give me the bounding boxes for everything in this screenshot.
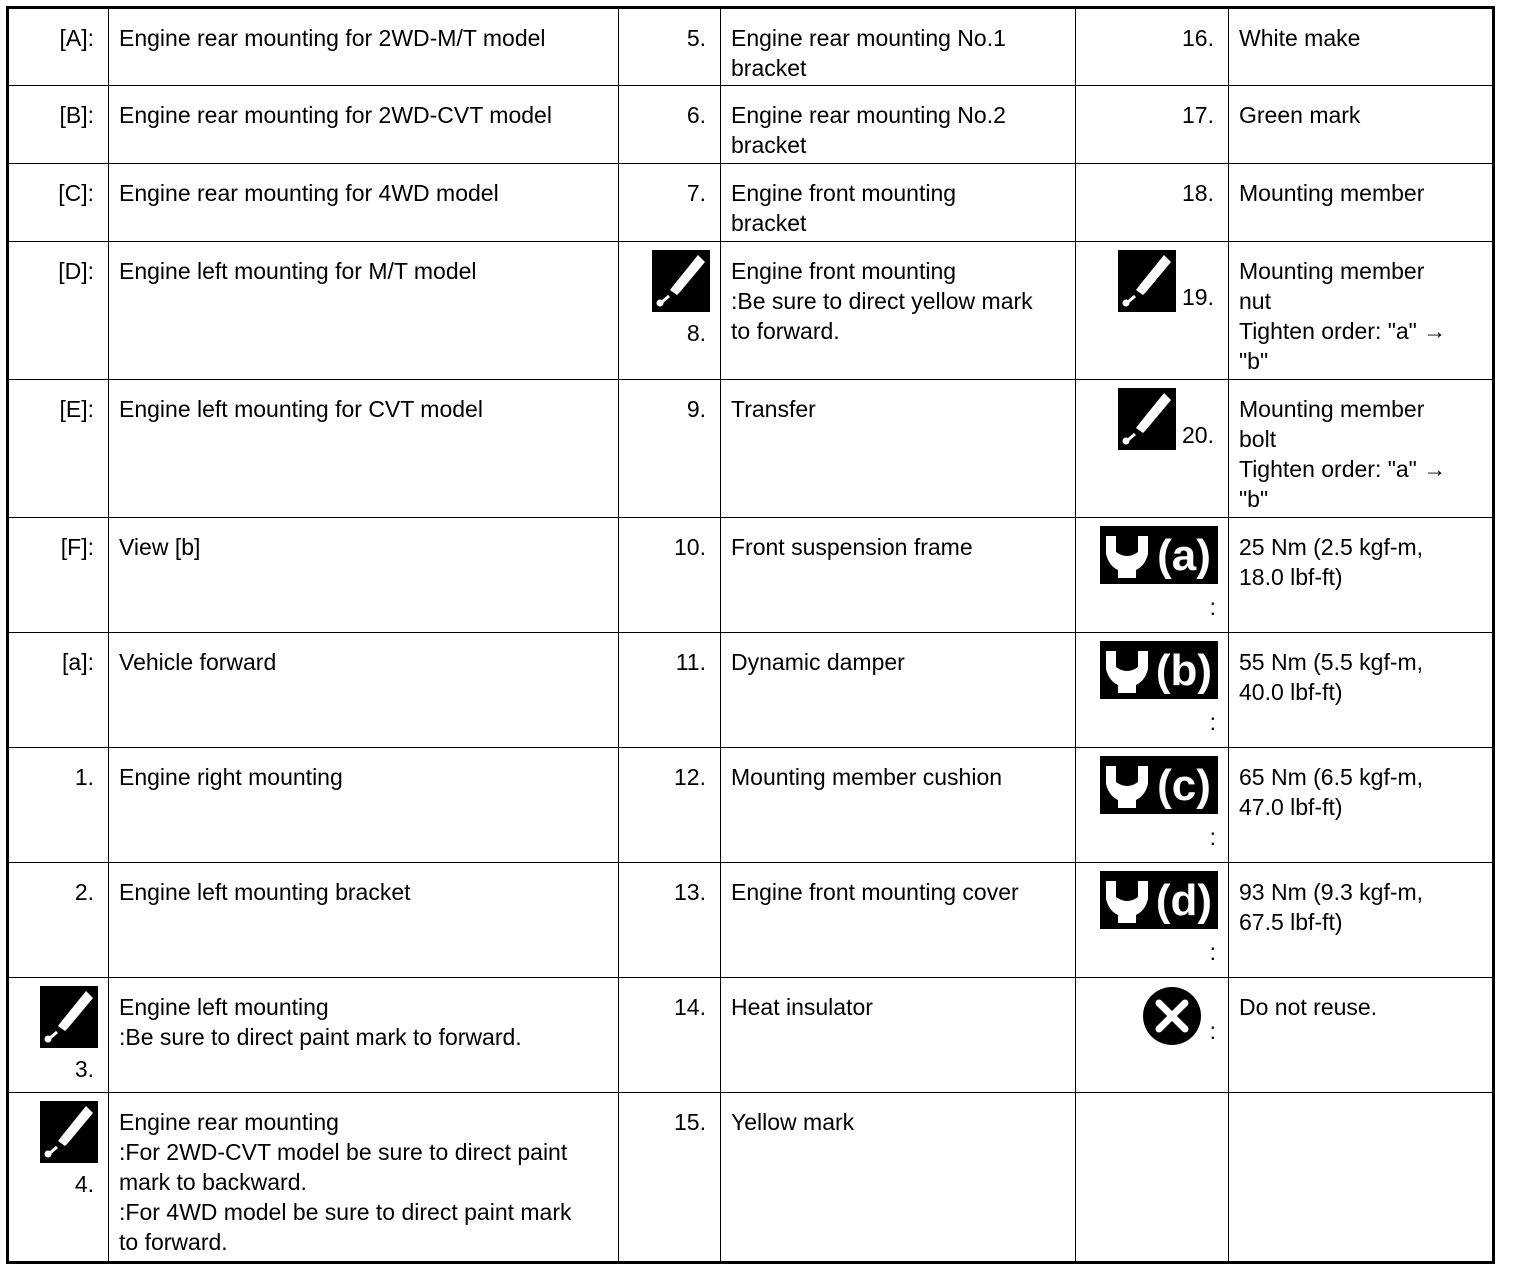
description-line: Green mark — [1239, 102, 1361, 128]
legend-description-cell — [1229, 518, 1494, 633]
paint-mark-key — [1118, 388, 1218, 450]
legend-description-cell — [721, 1093, 1076, 1263]
legend-row — [8, 86, 1494, 164]
colon-marker: : — [1209, 1018, 1216, 1044]
description-line: 67.5 lbf-ft) — [1239, 909, 1343, 935]
description-line: 93 Nm (9.3 kgf-m, — [1239, 879, 1424, 905]
legend-description-cell — [1229, 1093, 1494, 1263]
svg-text:(b): (b) — [1155, 646, 1213, 695]
paint-mark-key — [625, 250, 710, 348]
description-line: Engine front mounting cover — [731, 879, 1019, 905]
description-line: "b" — [1239, 486, 1269, 512]
legend-key-cell — [619, 242, 721, 380]
legend-row — [8, 978, 1494, 1093]
description-line: Engine left mounting — [119, 994, 329, 1020]
legend-key-cell — [619, 1093, 721, 1263]
description-line: bracket — [731, 132, 807, 158]
description-line: bolt — [1239, 426, 1277, 452]
description-line: Engine rear mounting No.1 — [731, 25, 1006, 51]
legend-key-cell — [8, 633, 109, 748]
item-number: 1. — [74, 764, 94, 790]
legend-key-cell — [8, 8, 109, 86]
description-line: bracket — [731, 210, 807, 236]
legend-key-cell — [8, 518, 109, 633]
item-number: 2. — [74, 879, 94, 905]
legend-key-cell — [1076, 1093, 1229, 1263]
legend-description-cell — [1229, 380, 1494, 518]
description-line: mark to backward. — [119, 1169, 307, 1195]
legend-key-cell — [619, 164, 721, 242]
description-line: nut — [1239, 288, 1271, 314]
legend-description-cell — [1229, 978, 1494, 1093]
legend-description-cell — [109, 863, 619, 978]
item-number: 14. — [674, 994, 706, 1020]
torque-key — [1082, 641, 1218, 737]
item-number: [C]: — [58, 180, 94, 206]
legend-key-cell — [8, 863, 109, 978]
item-number: 18. — [1182, 180, 1214, 206]
description-line: 55 Nm (5.5 kgf-m, — [1239, 649, 1424, 675]
legend-description-cell — [109, 8, 619, 86]
description-line: Tighten order: "a" → — [1239, 318, 1447, 344]
legend-key-cell — [1076, 164, 1229, 242]
legend-row — [8, 518, 1494, 633]
do-not-reuse-icon — [1142, 986, 1202, 1046]
legend-description-cell — [721, 863, 1076, 978]
parts-legend-table — [6, 6, 1495, 1264]
description-line: Engine left mounting for M/T model — [119, 258, 477, 284]
legend-key-cell — [619, 380, 721, 518]
description-line: Engine rear mounting for 4WD model — [119, 180, 499, 206]
torque-key — [1082, 756, 1218, 852]
item-number: 19. — [1182, 284, 1214, 310]
do-not-reuse-key — [1082, 986, 1218, 1046]
description-line: :For 4WD model be sure to direct paint mark — [119, 1199, 572, 1225]
description-line: Engine rear mounting No.2 — [731, 102, 1006, 128]
description-line: :For 2WD-CVT model be sure to direct paint — [119, 1139, 568, 1165]
legend-key-cell — [1076, 242, 1229, 380]
svg-text:(c): (c) — [1157, 761, 1211, 810]
paint-mark-key — [15, 1101, 98, 1199]
description-line: Mounting member — [1239, 396, 1425, 422]
description-line: Engine rear mounting — [119, 1109, 339, 1135]
legend-key-cell — [8, 380, 109, 518]
legend-key-cell — [619, 978, 721, 1093]
description-line: :Be sure to direct yellow mark — [731, 288, 1033, 314]
legend-key-cell — [1076, 748, 1229, 863]
legend-description-cell — [109, 164, 619, 242]
legend-description-cell — [109, 518, 619, 633]
description-line: 25 Nm (2.5 kgf-m, — [1239, 534, 1424, 560]
item-number: 15. — [674, 1109, 706, 1135]
description-line: :Be sure to direct paint mark to forward. — [119, 1024, 522, 1050]
description-line: Transfer — [731, 396, 816, 422]
description-line: Mounting member — [1239, 180, 1425, 206]
description-line: Tighten order: "a" → — [1239, 456, 1447, 482]
legend-description-cell — [109, 1093, 619, 1263]
item-number: 16. — [1182, 25, 1214, 51]
legend-description-cell — [109, 748, 619, 863]
item-number: 20. — [1182, 422, 1214, 448]
torque-wrench-icon — [1100, 641, 1218, 699]
item-number: [a]: — [62, 649, 94, 675]
legend-key-cell — [8, 86, 109, 164]
colon-marker: : — [1209, 594, 1216, 620]
legend-key-cell — [1076, 633, 1229, 748]
item-number: [B]: — [59, 102, 94, 128]
description-line: bracket — [731, 55, 807, 81]
legend-key-cell — [1076, 86, 1229, 164]
legend-description-cell — [1229, 242, 1494, 380]
legend-description-cell — [721, 8, 1076, 86]
torque-key — [1082, 526, 1218, 622]
legend-row — [8, 242, 1494, 380]
description-line: White make — [1239, 25, 1361, 51]
legend-key-cell — [1076, 380, 1229, 518]
description-line: to forward. — [119, 1229, 228, 1255]
legend-description-cell — [1229, 164, 1494, 242]
paint-mark-icon — [40, 986, 98, 1048]
item-number: 10. — [674, 534, 706, 560]
legend-key-cell — [619, 86, 721, 164]
legend-key-cell — [1076, 863, 1229, 978]
item-number: 13. — [674, 879, 706, 905]
description-line: View [b] — [119, 534, 201, 560]
legend-description-cell — [721, 164, 1076, 242]
item-number: 8. — [686, 320, 706, 346]
description-line: Engine front mounting — [731, 258, 957, 284]
legend-description-cell — [721, 86, 1076, 164]
paint-mark-icon — [1118, 388, 1176, 450]
item-number: 5. — [686, 25, 706, 51]
torque-key — [1082, 871, 1218, 967]
legend-key-cell — [8, 978, 109, 1093]
item-number: [E]: — [59, 396, 94, 422]
legend-row — [8, 633, 1494, 748]
description-line: Do not reuse. — [1239, 994, 1378, 1020]
description-line: 65 Nm (6.5 kgf-m, — [1239, 764, 1424, 790]
item-number: [F]: — [60, 534, 94, 560]
paint-mark-icon — [652, 250, 710, 312]
legend-key-cell — [619, 863, 721, 978]
item-number: 7. — [686, 180, 706, 206]
colon-marker: : — [1209, 824, 1216, 850]
item-number: 17. — [1182, 102, 1214, 128]
legend-description-cell — [721, 748, 1076, 863]
legend-row — [8, 164, 1494, 242]
description-line: Front suspension frame — [731, 534, 973, 560]
legend-row — [8, 380, 1494, 518]
paint-mark-key — [1118, 250, 1218, 312]
description-line: Engine rear mounting for 2WD-M/T model — [119, 25, 546, 51]
description-line: Vehicle forward — [119, 649, 277, 675]
legend-key-cell — [619, 518, 721, 633]
description-line: 18.0 lbf-ft) — [1239, 564, 1343, 590]
legend-description-cell — [1229, 863, 1494, 978]
description-line: Engine right mounting — [119, 764, 343, 790]
description-line: Mounting member — [1239, 258, 1425, 284]
description-line: Heat insulator — [731, 994, 873, 1020]
item-number: 9. — [686, 396, 706, 422]
item-number: 12. — [674, 764, 706, 790]
paint-mark-icon — [1118, 250, 1176, 312]
legend-key-cell — [8, 164, 109, 242]
legend-row — [8, 863, 1494, 978]
description-line: Dynamic damper — [731, 649, 905, 675]
description-line: to forward. — [731, 318, 840, 344]
legend-key-cell — [619, 8, 721, 86]
legend-row — [8, 1093, 1494, 1263]
legend-key-cell — [8, 242, 109, 380]
description-line: 40.0 lbf-ft) — [1239, 679, 1343, 705]
torque-wrench-icon — [1100, 871, 1218, 929]
legend-description-cell — [721, 518, 1076, 633]
legend-key-cell — [1076, 978, 1229, 1093]
description-line: Engine left mounting bracket — [119, 879, 411, 905]
legend-description-cell — [1229, 748, 1494, 863]
legend-description-cell — [1229, 8, 1494, 86]
legend-key-cell — [8, 748, 109, 863]
paint-mark-key — [15, 986, 98, 1084]
legend-description-cell — [109, 633, 619, 748]
legend-description-cell — [1229, 633, 1494, 748]
svg-text:(a): (a) — [1157, 531, 1211, 580]
legend-description-cell — [721, 978, 1076, 1093]
legend-key-cell — [619, 748, 721, 863]
legend-key-cell — [619, 633, 721, 748]
colon-marker: : — [1209, 939, 1216, 965]
description-line: "b" — [1239, 348, 1269, 374]
legend-description-cell — [721, 242, 1076, 380]
legend-key-cell — [1076, 8, 1229, 86]
legend-description-cell — [109, 380, 619, 518]
legend-key-cell — [1076, 518, 1229, 633]
legend-description-cell — [721, 380, 1076, 518]
legend-description-cell — [721, 633, 1076, 748]
item-number: [D]: — [58, 258, 94, 284]
svg-text:(d): (d) — [1155, 876, 1213, 925]
legend-row — [8, 8, 1494, 86]
description-line: Engine front mounting — [731, 180, 957, 206]
description-line: Mounting member cushion — [731, 764, 1003, 790]
description-line: Yellow mark — [731, 1109, 855, 1135]
item-number: [A]: — [59, 25, 94, 51]
item-number: 11. — [675, 649, 706, 675]
description-line: Engine rear mounting for 2WD-CVT model — [119, 102, 552, 128]
legend-description-cell — [109, 86, 619, 164]
torque-wrench-icon — [1100, 526, 1218, 584]
description-line: 47.0 lbf-ft) — [1239, 794, 1343, 820]
item-number: 3. — [74, 1056, 94, 1082]
paint-mark-icon — [40, 1101, 98, 1163]
legend-key-cell — [8, 1093, 109, 1263]
legend-description-cell — [109, 978, 619, 1093]
legend-row — [8, 748, 1494, 863]
colon-marker: : — [1209, 709, 1216, 735]
description-line: Engine left mounting for CVT model — [119, 396, 483, 422]
legend-description-cell — [1229, 86, 1494, 164]
legend-body — [8, 8, 1494, 1263]
legend-description-cell — [109, 242, 619, 380]
item-number: 6. — [686, 102, 706, 128]
torque-wrench-icon — [1100, 756, 1218, 814]
item-number: 4. — [74, 1171, 94, 1197]
